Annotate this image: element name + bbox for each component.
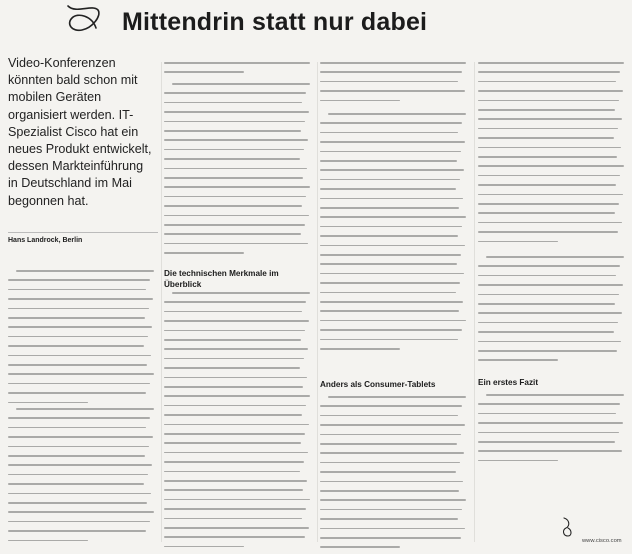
body-text-line — [164, 377, 307, 379]
body-text-line — [164, 405, 306, 407]
body-text-line — [320, 188, 456, 190]
body-text-line — [478, 284, 623, 286]
column-separator — [474, 62, 475, 542]
article-byline: Hans Landrock, Berlin — [8, 237, 83, 244]
body-text-line — [478, 441, 615, 443]
body-text-line — [320, 528, 465, 530]
body-text-line — [164, 395, 310, 397]
body-text-line — [320, 415, 458, 417]
body-text-line — [320, 282, 460, 284]
body-text-line — [486, 256, 624, 258]
body-text-line — [8, 345, 144, 347]
body-text-line — [320, 90, 465, 92]
body-text-line — [8, 336, 148, 338]
body-text-line — [320, 292, 456, 294]
body-text-line — [320, 434, 461, 436]
body-text-line — [328, 396, 466, 398]
signature-loop-icon — [560, 516, 574, 538]
body-text-line — [164, 358, 304, 360]
body-text-line — [320, 226, 462, 228]
body-text-line — [8, 511, 154, 513]
body-text-line — [164, 536, 305, 538]
body-text-line — [478, 212, 615, 214]
body-text-line — [320, 490, 459, 492]
body-text-line — [164, 424, 309, 426]
body-text-line — [164, 301, 306, 303]
body-text-line — [478, 203, 619, 205]
body-text-line — [320, 537, 461, 539]
body-text-line — [320, 518, 458, 520]
body-text-line — [320, 424, 465, 426]
body-text-line — [8, 530, 146, 532]
body-text-line — [320, 71, 462, 73]
body-text-line — [478, 194, 623, 196]
body-text-line — [320, 216, 466, 218]
body-text-line — [478, 275, 616, 277]
body-text-line — [486, 394, 624, 396]
subhead-conclusion: Ein erstes Fazit — [478, 378, 539, 387]
body-text-line — [478, 303, 615, 305]
body-text-line — [320, 320, 466, 322]
body-text-line — [164, 386, 303, 388]
body-text-line — [164, 102, 302, 104]
body-text-line — [478, 71, 620, 73]
body-text-line — [478, 359, 558, 361]
body-text-line — [8, 392, 146, 394]
body-text-line — [478, 62, 624, 64]
body-text-line — [478, 222, 622, 224]
body-text-line — [164, 508, 306, 510]
body-text-line — [164, 121, 305, 123]
body-text-line — [320, 339, 458, 341]
body-text-line — [478, 156, 617, 158]
body-text-line — [164, 489, 303, 491]
body-text-line — [478, 350, 617, 352]
body-text-line — [164, 158, 300, 160]
body-text-line — [478, 265, 620, 267]
body-text-line — [478, 432, 619, 434]
body-text-line — [320, 301, 463, 303]
body-text-line — [8, 502, 147, 504]
body-text-line — [478, 322, 618, 324]
body-text-line — [478, 312, 622, 314]
body-text-line — [320, 198, 463, 200]
body-text-line — [8, 364, 147, 366]
body-text-line — [164, 215, 309, 217]
body-text-line — [164, 71, 244, 73]
body-text-line — [478, 403, 620, 405]
body-text-line — [164, 320, 309, 322]
body-text-line — [8, 298, 153, 300]
body-text-line — [478, 90, 623, 92]
body-text-line — [8, 521, 150, 523]
body-text-line — [8, 402, 88, 404]
body-text-line — [8, 474, 148, 476]
body-text-line — [320, 499, 466, 501]
body-text-line — [164, 348, 308, 350]
body-text-line — [478, 231, 618, 233]
body-text-line — [8, 355, 151, 357]
body-text-line — [478, 118, 622, 120]
body-text-line — [164, 499, 310, 501]
body-text-line — [320, 273, 464, 275]
body-text-line — [478, 450, 622, 452]
body-text-line — [320, 122, 462, 124]
body-text-line — [164, 224, 305, 226]
body-text-line — [164, 339, 301, 341]
body-text-line — [164, 92, 306, 94]
body-text-line — [478, 331, 614, 333]
body-text-line — [172, 292, 310, 294]
body-text-line — [478, 128, 618, 130]
body-text-line — [164, 62, 310, 64]
body-text-line — [164, 442, 301, 444]
body-text-line — [8, 493, 151, 495]
body-text-line — [478, 460, 558, 462]
body-text-line — [320, 443, 457, 445]
body-text-line — [164, 168, 307, 170]
body-text-line — [320, 151, 461, 153]
body-text-line — [8, 383, 150, 385]
article-lead: Video-Konferenzen könnten bald schon mit mobilen Geräten organisiert werden. IT-Spezialist Cisco hat ein neues Produkt entwickelt, dessen Markteinführung in Deutschland im Mai begonnen hat. — [8, 56, 152, 208]
body-text-line — [478, 413, 616, 415]
body-text-line — [478, 147, 621, 149]
body-text-line — [478, 241, 558, 243]
body-text-line — [8, 308, 149, 310]
body-text-line — [8, 436, 153, 438]
body-text-line — [164, 177, 303, 179]
body-text-line — [16, 408, 154, 410]
body-text-line — [164, 414, 302, 416]
body-text-line — [320, 132, 458, 134]
body-text-line — [478, 109, 615, 111]
body-text-line — [8, 289, 146, 291]
handwritten-logo-icon — [62, 2, 106, 36]
body-text-line — [16, 270, 154, 272]
body-text-line — [164, 367, 300, 369]
body-text-line — [320, 348, 400, 350]
body-text-line — [8, 427, 146, 429]
body-text-line — [478, 100, 619, 102]
body-text-line — [164, 130, 301, 132]
body-text-line — [320, 100, 400, 102]
body-text-line — [478, 294, 619, 296]
body-text-line — [164, 518, 302, 520]
body-text-line — [320, 329, 462, 331]
body-text-line — [320, 254, 461, 256]
body-text-line — [8, 279, 150, 281]
body-text-line — [164, 205, 302, 207]
body-text-line — [320, 462, 460, 464]
body-text-line — [478, 341, 621, 343]
body-text-line — [164, 252, 244, 254]
body-text-line — [478, 137, 614, 139]
body-text-line — [320, 160, 457, 162]
body-text-line — [164, 330, 305, 332]
body-text-line — [320, 481, 463, 483]
body-text-line — [320, 207, 459, 209]
footer-url: www.cisco.com — [582, 538, 622, 544]
body-text-line — [164, 433, 305, 435]
article-title: Mittendrin statt nur dabei — [122, 8, 428, 36]
body-text-line — [164, 243, 308, 245]
body-text-line — [320, 509, 462, 511]
body-text-line — [172, 83, 310, 85]
body-text-line — [164, 111, 309, 113]
body-text-line — [320, 81, 458, 83]
body-text-line — [320, 235, 458, 237]
body-text-line — [164, 149, 304, 151]
body-text-line — [320, 405, 462, 407]
column-separator — [317, 62, 318, 542]
body-text-line — [164, 311, 302, 313]
body-text-line — [164, 186, 310, 188]
column-separator — [161, 62, 162, 542]
body-text-line — [164, 527, 309, 529]
body-text-line — [164, 452, 308, 454]
body-text-line — [478, 184, 616, 186]
body-text-line — [320, 141, 465, 143]
body-text-line — [328, 113, 466, 115]
body-text-line — [320, 263, 457, 265]
body-text-line — [164, 546, 244, 548]
subhead-technical: Die technischen Merkmale im Überblick — [164, 269, 279, 289]
subhead-tablets: Anders als Consumer-Tablets — [320, 380, 436, 389]
body-text-line — [8, 326, 152, 328]
body-text-line — [320, 310, 459, 312]
body-text-line — [8, 446, 149, 448]
body-text-line — [164, 471, 300, 473]
body-text-line — [164, 461, 304, 463]
body-text-line — [8, 417, 150, 419]
body-text-line — [8, 455, 145, 457]
body-text-line — [478, 422, 623, 424]
body-text-line — [320, 452, 464, 454]
body-text-line — [320, 546, 400, 548]
body-text-line — [320, 169, 464, 171]
body-text-line — [320, 245, 465, 247]
byline-divider — [8, 232, 158, 233]
body-text-line — [478, 81, 616, 83]
body-text-line — [320, 62, 466, 64]
body-text-line — [164, 233, 301, 235]
body-text-line — [8, 483, 144, 485]
body-text-line — [164, 139, 308, 141]
body-text-line — [164, 480, 307, 482]
body-text-line — [478, 165, 624, 167]
body-text-line — [320, 179, 460, 181]
body-text-line — [8, 373, 154, 375]
body-text-line — [164, 196, 306, 198]
body-text-line — [8, 464, 152, 466]
body-text-line — [478, 175, 620, 177]
body-text-line — [320, 471, 456, 473]
body-text-line — [8, 317, 145, 319]
body-text-line — [8, 540, 88, 542]
